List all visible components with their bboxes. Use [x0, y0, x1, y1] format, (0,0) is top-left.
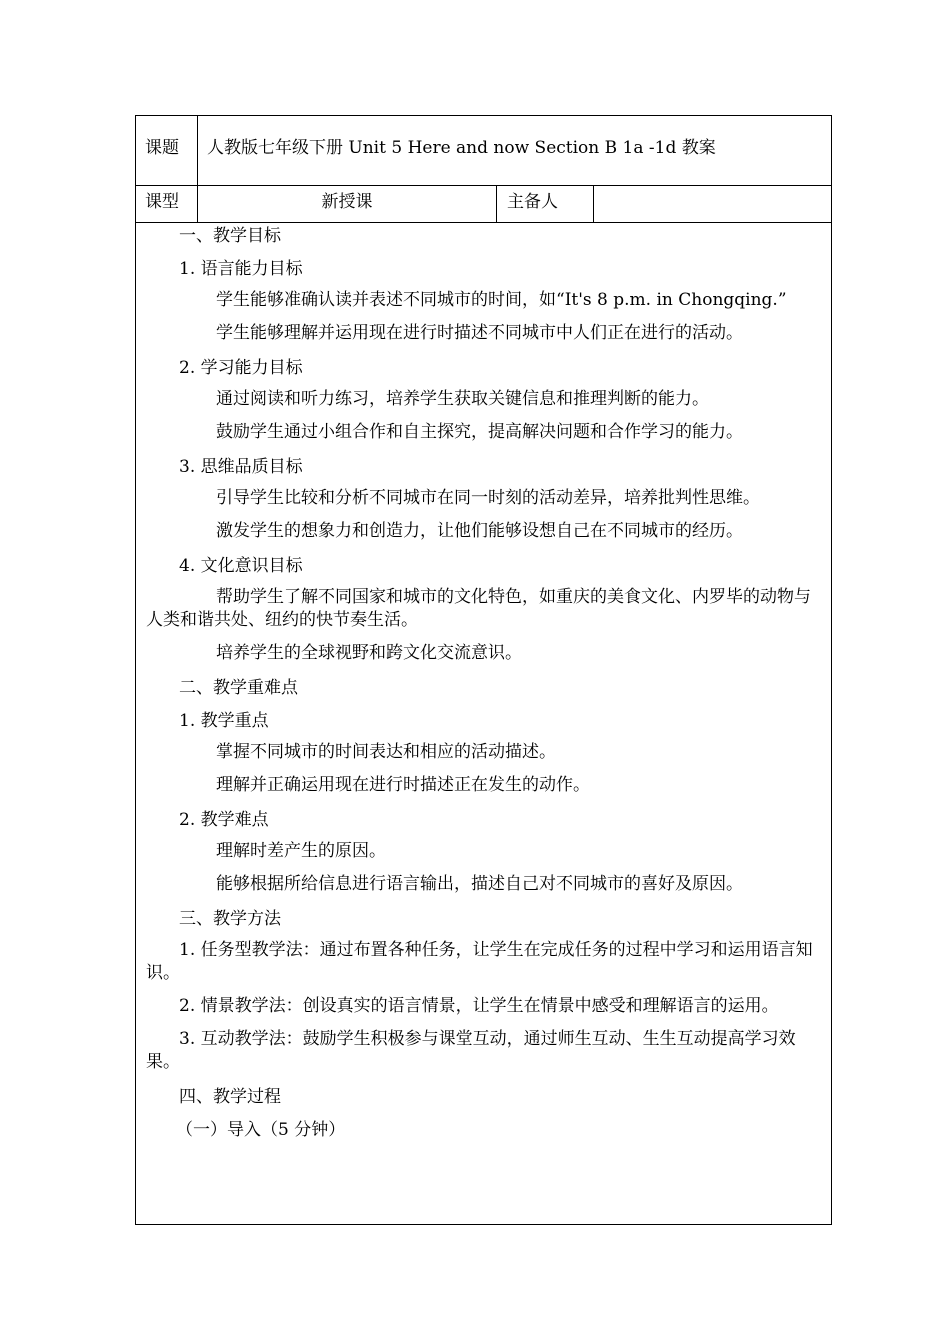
key-points-p2: 理解并正确运用现在进行时描述正在发生的动作。 [216, 775, 590, 795]
section-process-title: 四、教学过程 [179, 1087, 281, 1107]
type-label: 课型 [136, 186, 198, 222]
preparer-value [594, 186, 831, 222]
method-interactive: 3. 互动教学法：鼓励学生积极参与课堂互动，通过师生互动、生生互动提高学习效果。 [146, 1029, 796, 1072]
difficult-points-p1: 理解时差产生的原因。 [216, 841, 386, 861]
type-row [136, 186, 831, 223]
method-situational: 2. 情景教学法：创设真实的语言情景，让学生在情景中感受和理解语言的运用。 [179, 996, 779, 1016]
preparer-label: 主备人 [497, 186, 594, 222]
difficult-points-p2: 能够根据所给信息进行语言输出，描述自己对不同城市的喜好及原因。 [216, 874, 743, 894]
key-points-title: 1. 教学重点 [179, 711, 269, 731]
process-lead-in-title: （一）导入（5 分钟） [176, 1120, 346, 1140]
learning-goal-p1: 通过阅读和听力练习，培养学生获取关键信息和推理判断的能力。 [216, 389, 709, 409]
learning-goal-p2: 鼓励学生通过小组合作和自主探究，提高解决问题和合作学习的能力。 [216, 422, 743, 442]
method-task-based: 1. 任务型教学法：通过布置各种任务，让学生在完成任务的过程中学习和运用语言知识。 [146, 940, 813, 983]
section-methods-title: 三、教学方法 [179, 909, 281, 929]
topic-row [136, 116, 831, 186]
topic-value: 人教版七年级下册 Unit 5 Here and now Section B 1a -1d 教案 [207, 138, 716, 158]
lesson-plan-table [135, 115, 832, 1225]
type-value: 新授课 [198, 186, 497, 222]
lesson-content [136, 223, 831, 1150]
section-objectives-title: 一、教学目标 [179, 226, 281, 246]
learning-goal-title: 2. 学习能力目标 [179, 358, 303, 378]
culture-goal-p1: 帮助学生了解不同国家和城市的文化特色，如重庆的美食文化、内罗毕的动物与人类和谐共处、纽约的快节奏生活。 [146, 587, 811, 630]
section-keypoints-title: 二、教学重难点 [179, 678, 298, 698]
key-points-p1: 掌握不同城市的时间表达和相应的活动描述。 [216, 742, 556, 762]
difficult-points-title: 2. 教学难点 [179, 810, 269, 830]
culture-goal-title: 4. 文化意识目标 [179, 556, 303, 576]
culture-goal-p2: 培养学生的全球视野和跨文化交流意识。 [216, 643, 522, 663]
language-goal-title: 1. 语言能力目标 [179, 259, 303, 279]
language-goal-p2: 学生能够理解并运用现在进行时描述不同城市中人们正在进行的活动。 [216, 323, 743, 343]
thinking-goal-p2: 激发学生的想象力和创造力，让他们能够设想自己在不同城市的经历。 [216, 521, 743, 541]
thinking-goal-p1: 引导学生比较和分析不同城市在同一时刻的活动差异，培养批判性思维。 [216, 488, 760, 508]
topic-label: 课题 [136, 116, 198, 185]
language-goal-p1: 学生能够准确认读并表述不同城市的时间，如“It's 8 p.m. in Chongqing.” [216, 290, 787, 310]
thinking-goal-title: 3. 思维品质目标 [179, 457, 303, 477]
